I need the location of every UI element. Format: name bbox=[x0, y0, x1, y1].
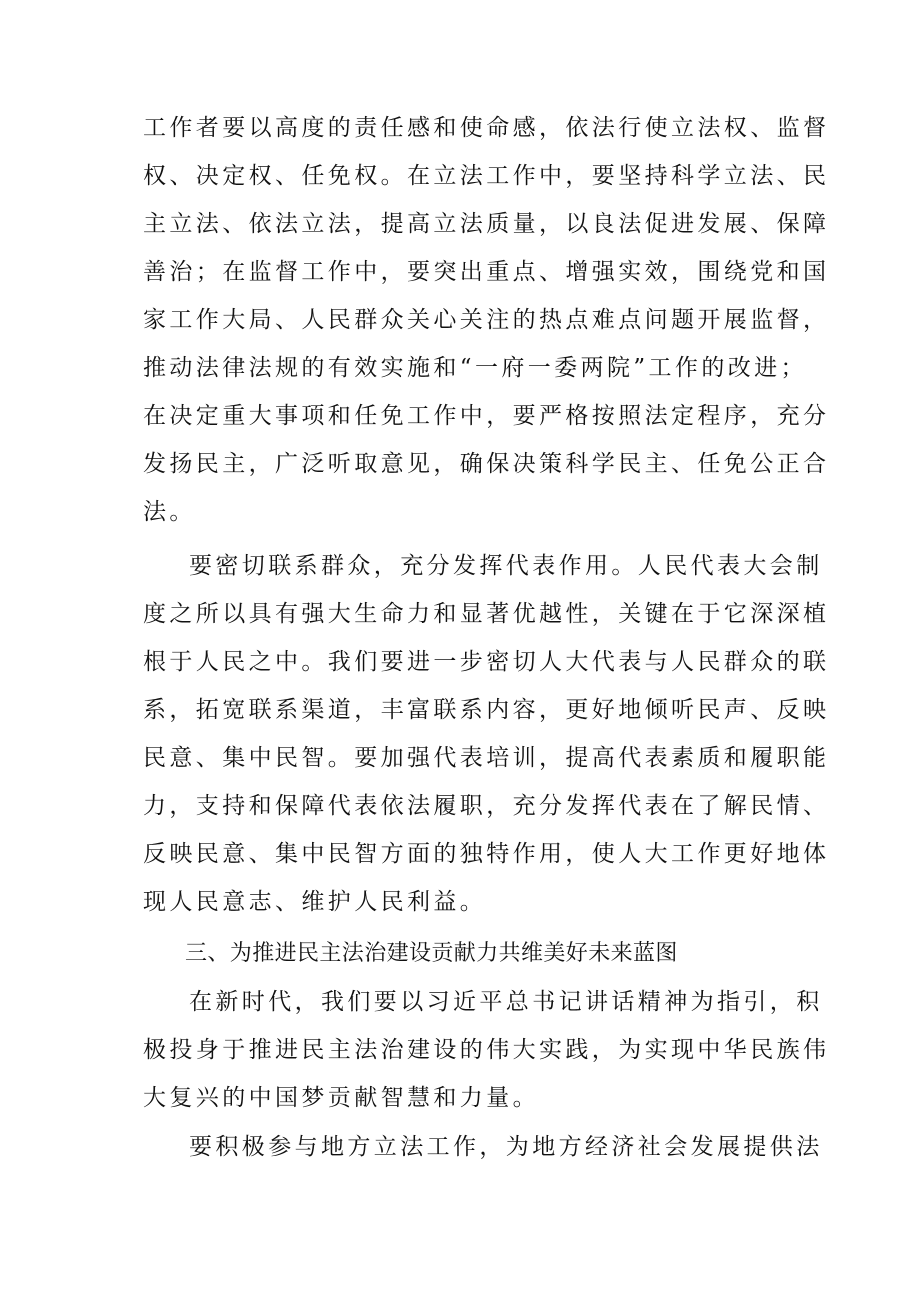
text-line: 在新时代，我们要以习近平总书记讲话精神为指引，积 bbox=[189, 989, 823, 1015]
text-line: 法。 bbox=[143, 499, 196, 525]
text-line: 力，支持和保障代表依法履职，充分发挥代表在了解民情、 bbox=[143, 793, 830, 819]
paragraph-representatives bbox=[143, 542, 830, 926]
text-line: 极投身于推进民主法治建设的伟大实践，为实现中华民族伟 bbox=[143, 1037, 830, 1063]
text-line: 权、决定权、任免权。在立法工作中，要坚持科学立法、民 bbox=[143, 163, 830, 189]
text-line: 善治；在监督工作中，要突出重点、增强实效，围绕党和国 bbox=[143, 259, 830, 285]
text-line: 度之所以具有强大生命力和显著优越性，关键在于它深深植 bbox=[143, 601, 830, 627]
text-line: 系，拓宽联系渠道，丰富联系内容，更好地倾听民声、反映 bbox=[143, 697, 830, 723]
text-line: 要密切联系群众，充分发挥代表作用。人民代表大会制 bbox=[189, 553, 823, 579]
paragraph-duties bbox=[143, 104, 830, 536]
text-line: 推动法律法规的有效实施和“一府一委两院”工作的改进； bbox=[143, 355, 807, 381]
text-line: 工作者要以高度的责任感和使命感，依法行使立法权、监督 bbox=[143, 115, 830, 141]
text-line: 要积极参与地方立法工作，为地方经济社会发展提供法 bbox=[189, 1134, 823, 1160]
text-line: 发扬民主，广泛听取意见，确保决策科学民主、任免公正合 bbox=[143, 451, 830, 477]
text-line: 民意、集中民智。要加强代表培训，提高代表素质和履职能 bbox=[143, 745, 830, 771]
section-heading: 三、为推进民主法治建设贡献力共维美好未来蓝图 bbox=[185, 941, 678, 966]
text-line: 反映民意、集中民智方面的独特作用，使人大工作更好地体 bbox=[143, 841, 830, 867]
paragraph-new-era bbox=[143, 978, 830, 1122]
text-line: 家工作大局、人民群众关心关注的热点难点问题开展监督， bbox=[143, 307, 830, 333]
text-line: 主立法、依法立法，提高立法质量，以良法促进发展、保障 bbox=[143, 211, 830, 237]
text-line: 大复兴的中国梦贡献智慧和力量。 bbox=[143, 1085, 539, 1111]
text-line: 根于人民之中。我们要进一步密切人大代表与人民群众的联 bbox=[143, 649, 830, 675]
paragraph-local-legislation bbox=[143, 1123, 823, 1171]
text-line: 现人民意志、维护人民利益。 bbox=[143, 889, 487, 915]
text-line: 在决定重大事项和任免工作中，要严格按照法定程序，充分 bbox=[143, 403, 830, 429]
